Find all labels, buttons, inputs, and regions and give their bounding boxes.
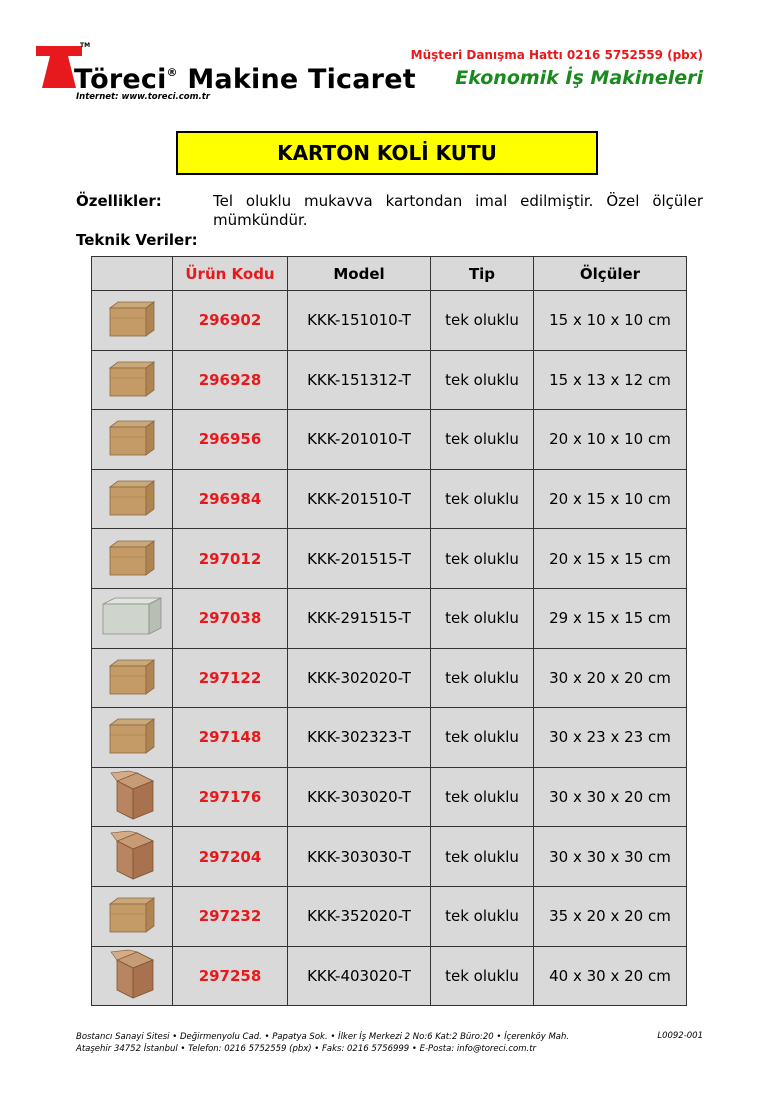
product-code: 297148 (173, 708, 288, 768)
product-model: KKK-291515-T (288, 588, 431, 648)
product-image-cell (92, 588, 173, 648)
product-type: tek oluklu (431, 767, 534, 827)
product-code: 297176 (173, 767, 288, 827)
product-image-cell (92, 410, 173, 470)
product-model: KKK-303030-T (288, 827, 431, 887)
table-row (92, 410, 687, 470)
product-model: KKK-403020-T (288, 946, 431, 1006)
product-image-cell (92, 886, 173, 946)
product-type: tek oluklu (431, 827, 534, 887)
header-type: Tip (431, 257, 534, 291)
product-code: 297122 (173, 648, 288, 708)
product-model: KKK-303020-T (288, 767, 431, 827)
product-type: tek oluklu (431, 469, 534, 529)
open-box-icon (106, 475, 158, 523)
open-box-icon (106, 535, 158, 583)
brand-word: Töreci (74, 64, 167, 95)
product-image-cell (92, 827, 173, 887)
product-dimensions: 30 x 30 x 20 cm (534, 767, 687, 827)
table-row (92, 648, 687, 708)
trademark-mark: TM (80, 42, 91, 49)
product-code: 297232 (173, 886, 288, 946)
product-code: 296928 (173, 350, 288, 410)
product-dimensions: 20 x 10 x 10 cm (534, 410, 687, 470)
registered-mark: ® (166, 66, 178, 79)
product-type: tek oluklu (431, 291, 534, 351)
table-row (92, 946, 687, 1006)
product-image-cell (92, 469, 173, 529)
product-image-cell (92, 350, 173, 410)
table-row (92, 350, 687, 410)
product-model: KKK-352020-T (288, 886, 431, 946)
open-box-icon (106, 654, 158, 702)
product-dimensions: 20 x 15 x 15 cm (534, 529, 687, 589)
product-model: KKK-201010-T (288, 410, 431, 470)
open-box-icon (106, 415, 158, 463)
product-table (91, 256, 687, 1006)
product-image-cell (92, 648, 173, 708)
product-image-cell (92, 946, 173, 1006)
table-row (92, 767, 687, 827)
product-code: 296902 (173, 291, 288, 351)
page-title (176, 131, 598, 175)
product-type: tek oluklu (431, 350, 534, 410)
open-box-icon (106, 892, 158, 940)
product-type: tek oluklu (431, 886, 534, 946)
product-dimensions: 30 x 23 x 23 cm (534, 708, 687, 768)
product-type: tek oluklu (431, 648, 534, 708)
header-image (92, 257, 173, 291)
product-model: KKK-201510-T (288, 469, 431, 529)
product-code: 297012 (173, 529, 288, 589)
product-dimensions: 40 x 30 x 20 cm (534, 946, 687, 1006)
product-model: KKK-302020-T (288, 648, 431, 708)
website-url: Internet: www.toreci.com.tr (76, 92, 210, 102)
page-title-text: KARTON KOLİ KUTU (277, 141, 497, 165)
footer-address (76, 1031, 706, 1055)
table-row (92, 529, 687, 589)
product-type: tek oluklu (431, 708, 534, 768)
product-image-cell (92, 529, 173, 589)
product-dimensions: 15 x 10 x 10 cm (534, 291, 687, 351)
product-dimensions: 15 x 13 x 12 cm (534, 350, 687, 410)
table-row (92, 469, 687, 529)
header-product-code: Ürün Kodu (173, 257, 288, 291)
open-box-icon (106, 713, 158, 761)
table-row (92, 886, 687, 946)
table-row (92, 708, 687, 768)
product-model: KKK-201515-T (288, 529, 431, 589)
product-image-cell (92, 708, 173, 768)
footer-line-2: Ataşehir 34752 İstanbul • Telefon: 0216 5752559 (pbx) • Faks: 0216 5756999 • E-Posta: info@toreci.com.tr (76, 1044, 537, 1054)
product-type: tek oluklu (431, 410, 534, 470)
document-code: L0092-001 (657, 1031, 703, 1041)
product-model: KKK-302323-T (288, 708, 431, 768)
product-type: tek oluklu (431, 529, 534, 589)
product-code: 296984 (173, 469, 288, 529)
product-dimensions: 20 x 15 x 10 cm (534, 469, 687, 529)
open-box-icon (106, 356, 158, 404)
product-model: KKK-151010-T (288, 291, 431, 351)
header-model: Model (288, 257, 431, 291)
product-model: KKK-151312-T (288, 350, 431, 410)
brand-name (74, 60, 416, 95)
product-code: 297258 (173, 946, 288, 1006)
technical-data-label: Teknik Veriler: (76, 231, 198, 249)
product-image-cell (92, 291, 173, 351)
closed-box-icon (101, 594, 163, 642)
product-code: 297038 (173, 588, 288, 648)
product-type: tek oluklu (431, 946, 534, 1006)
product-dimensions: 29 x 15 x 15 cm (534, 588, 687, 648)
slogan: Ekonomik İş Makineleri (455, 67, 703, 89)
product-dimensions: 30 x 30 x 30 cm (534, 827, 687, 887)
cube-box-icon (107, 769, 157, 825)
customer-hotline: Müşteri Danışma Hattı 0216 5752559 (pbx) (410, 48, 703, 62)
brand-suffix: Makine Ticaret (187, 64, 416, 95)
properties-description: Tel oluklu mukavva kartondan imal edilmiştir. Özel ölçüler mümkündür. (213, 192, 703, 229)
table-row (92, 588, 687, 648)
header-dimensions: Ölçüler (534, 257, 687, 291)
cube-box-icon (107, 829, 157, 885)
table-row (92, 827, 687, 887)
company-logo (36, 42, 416, 104)
properties-label: Özellikler: (76, 192, 162, 210)
product-type: tek oluklu (431, 588, 534, 648)
open-box-icon (106, 296, 158, 344)
product-code: 297204 (173, 827, 288, 887)
cube-box-icon (107, 948, 157, 1004)
product-dimensions: 35 x 20 x 20 cm (534, 886, 687, 946)
product-code: 296956 (173, 410, 288, 470)
product-dimensions: 30 x 20 x 20 cm (534, 648, 687, 708)
table-row (92, 291, 687, 351)
table-header-row (92, 257, 687, 291)
footer-line-1: Bostancı Sanayi Sitesi • Değirmenyolu Cad. • Papatya Sok. • İlker İş Merkezi 2 No:6 Kat:2 Büro:20 • İçerenköy Mah. (76, 1032, 570, 1042)
product-image-cell (92, 767, 173, 827)
